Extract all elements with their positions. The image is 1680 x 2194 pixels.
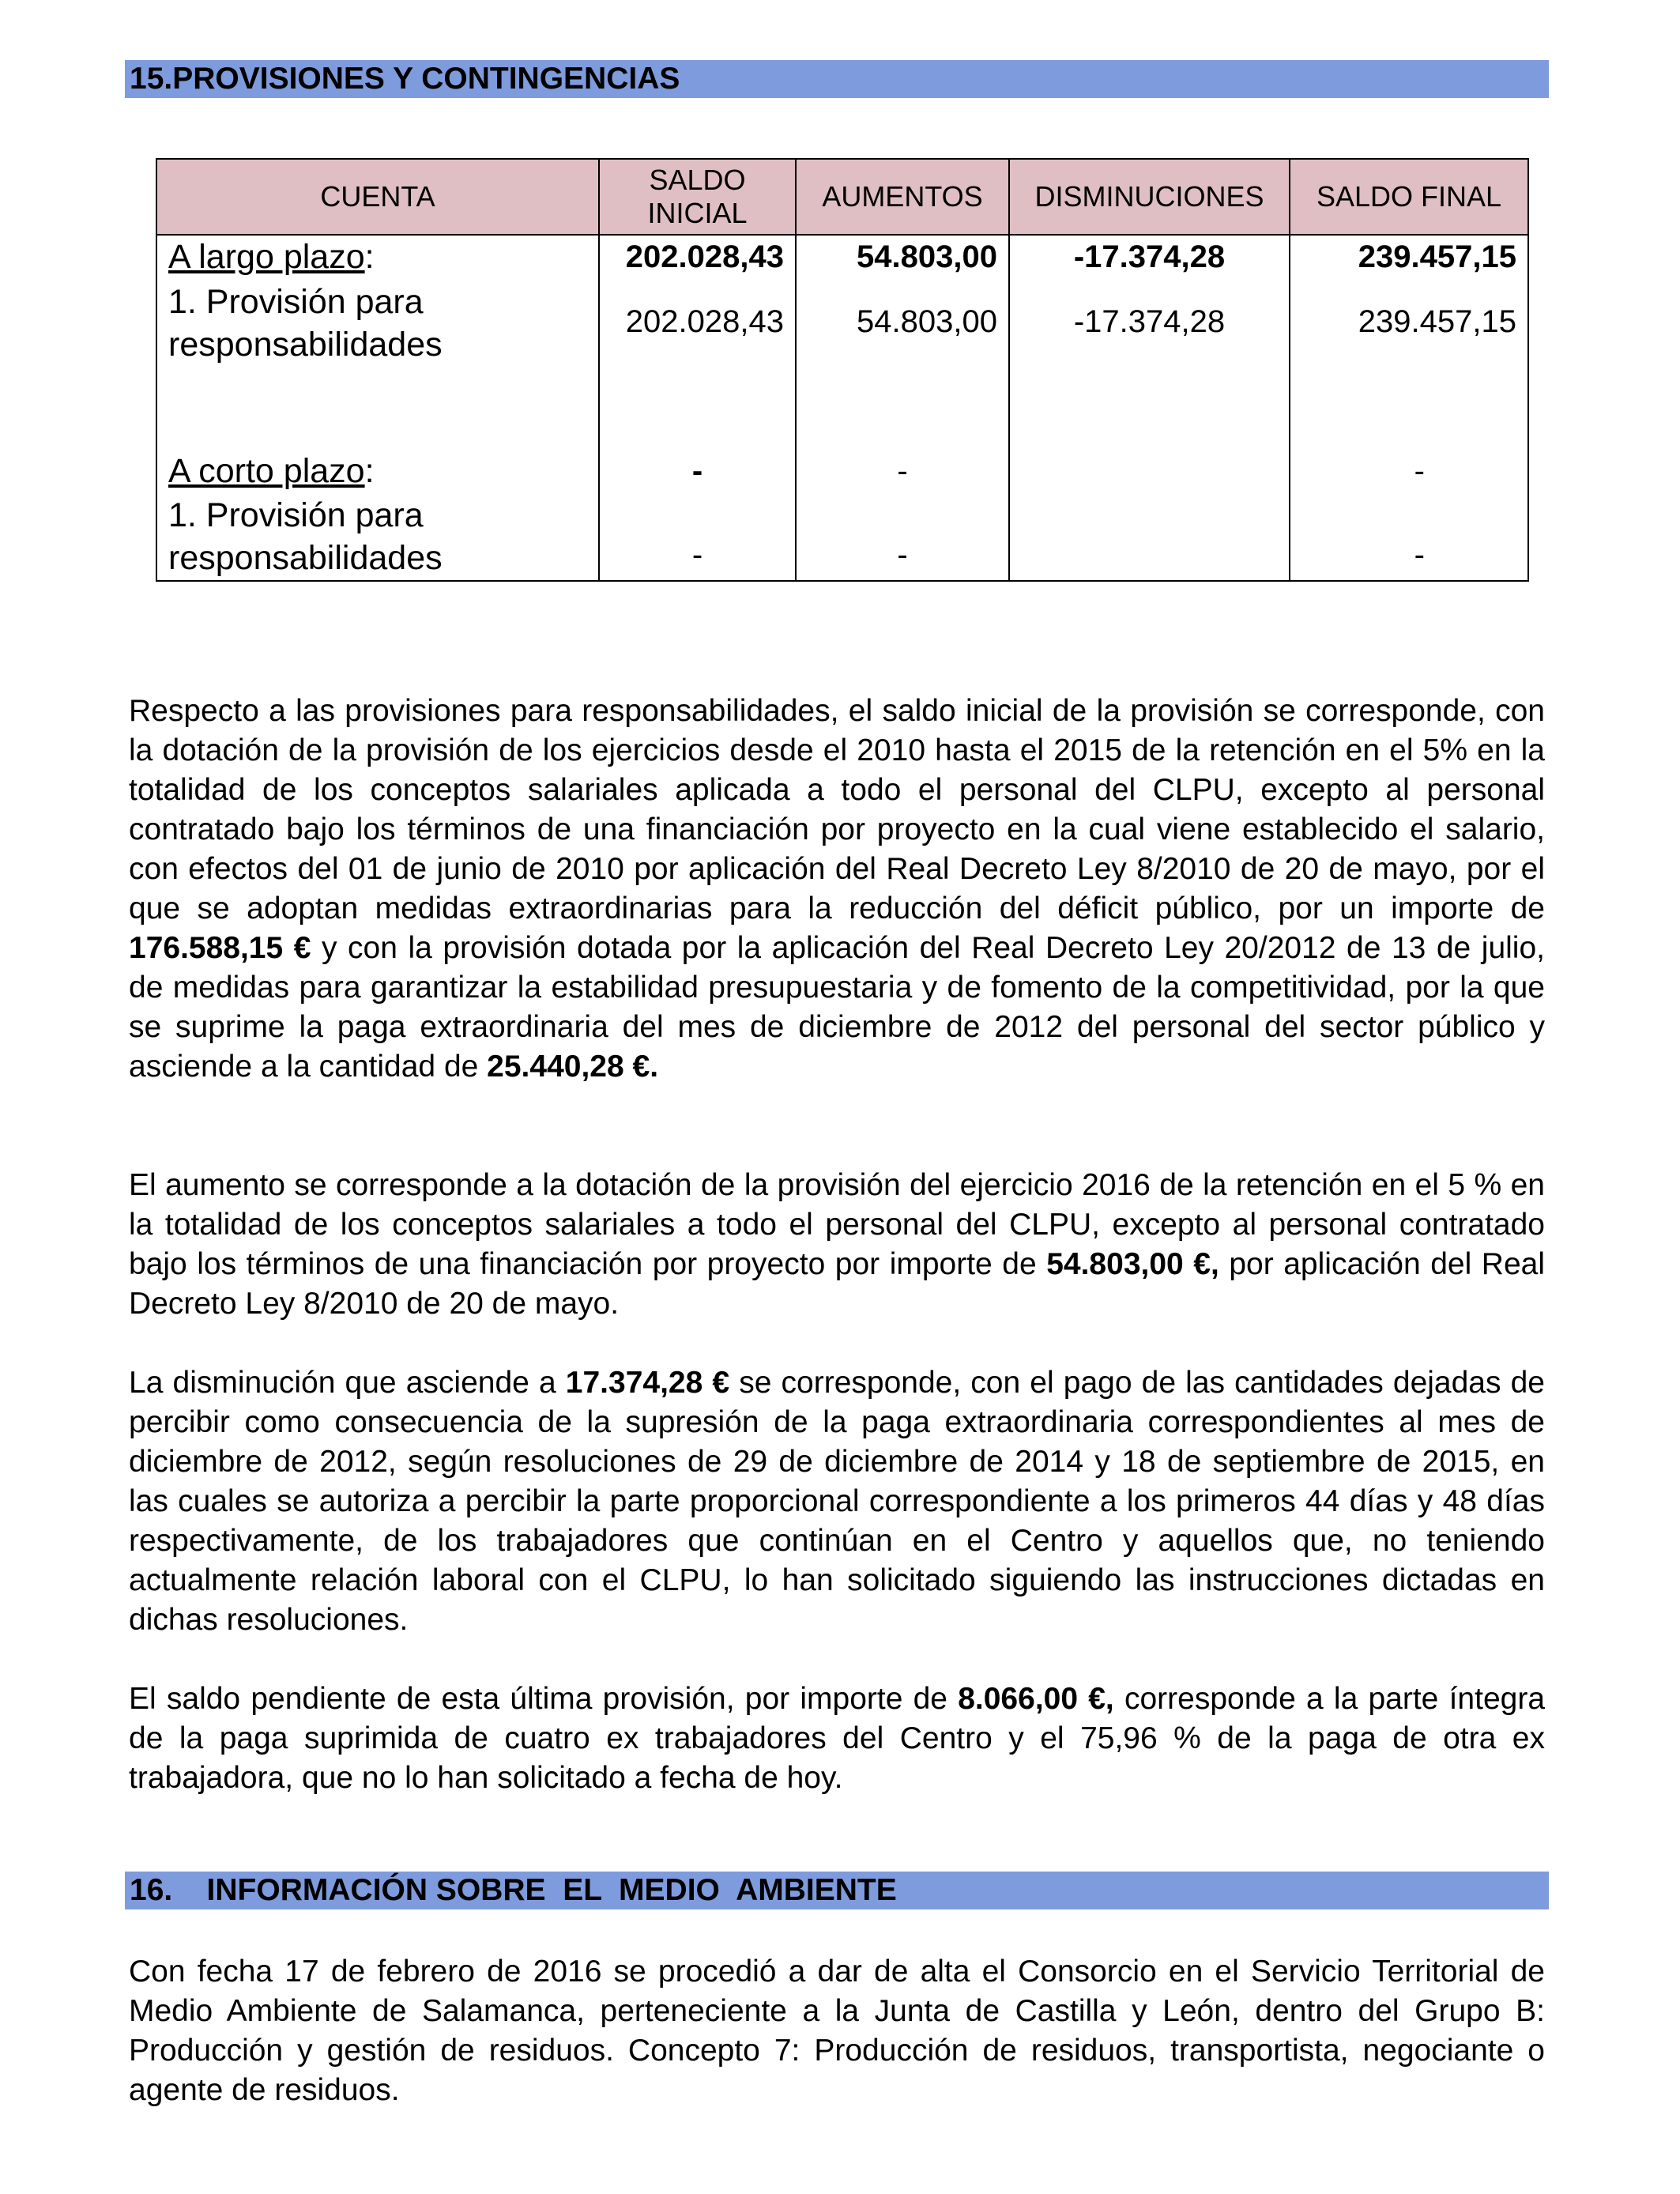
header-saldo-final: SALDO FINAL (1290, 159, 1528, 235)
provisions-table (156, 158, 1529, 582)
p3-text-c: se corresponde, con el pago de las cantidades dejadas de percibir como consecuencia de la supresión de la paga extraordinaria correspondientes al mes de diciembre de 2012, según resoluciones de 29 de diciembre de 2014 y 18 de septiembre de 2015, en las cuales se autoriza a percibir la parte proporcional correspondiente a los primeros 44 días y 48 días respectivamente, de los trabajadores que continúan en el Centro y aquellos que, no teniendo actualmente relación laboral con el CLPU, lo han solicitado siguiendo las instrucciones dictadas en dichas resoluciones. (129, 1366, 1545, 1637)
paragraph-medio-ambiente: Con fecha 17 de febrero de 2016 se procedió a dar de alta el Consorcio en el Servicio Territorial de Medio Ambiente de Salamanca, perteneciente a la Junta de Castilla y León, dentro del Grupo B: Producción y gestión de residuos. Concepto 7: Producción de residuos, transportista, negociante o agente de residuos. (129, 1955, 1545, 2107)
cell-largo-item-saldo-inicial (599, 279, 796, 450)
p1-amount-25440: 25.440,28 €. (487, 1050, 659, 1084)
cell-corto-item-disminuciones (1009, 494, 1290, 581)
corto-item-saldo-inicial-value: - (691, 537, 703, 572)
largo-item-aumentos-value: 54.803,00 (857, 304, 997, 339)
largo-item-label-line1: 1. Provisión para (168, 283, 424, 321)
cell-largo-saldo-final: 239.457,15 (1290, 235, 1528, 279)
cell-largo-saldo-inicial: 202.028,43 (599, 235, 796, 279)
p2-text-a: El aumento se corresponde a la dotación de la provisión del ejercicio 2016 de la retención en el 5 % en la totalidad de los conceptos salariales a todo el personal del CLPU, excepto al personal contratado bajo los términos de una financiación por proyecto por importe de (129, 1168, 1545, 1281)
largo-item-disminuciones-value: -17.374,28 (1073, 304, 1226, 339)
header-cuenta: CUENTA (156, 159, 599, 235)
corto-plazo-label: A corto plazo (168, 452, 365, 490)
header-saldo-inicial-line2: INICIAL (647, 197, 748, 229)
corto-item-label-line2: responsabilidades (168, 539, 443, 577)
p1-text-a: Respecto a las provisiones para responsabilidades, el saldo inicial de la provisión se corresponde, con la dotación de la provisión de los ejercicios desde el 2010 hasta el 2015 de la retención en el 5% en la totalidad de los conceptos salariales aplicada a todo el personal del CLPU, excepto al personal contratado bajo los términos de una financiación por proyecto en la cual viene establecido el salario, con efectos del 01 de junio de 2010 por aplicación del Real Decreto Ley 8/2010 de 20 de mayo, por el que se adoptan medidas extraordinarias para la reducción del déficit público, por un importe de (129, 694, 1545, 925)
cell-largo-disminuciones: -17.374,28 (1009, 235, 1290, 279)
paragraph-disminucion (129, 1363, 1545, 1640)
section-15-header: 15.PROVISIONES Y CONTINGENCIAS (125, 60, 1549, 98)
paragraph-saldo-pendiente (129, 1679, 1545, 1798)
p4-amount-8066: 8.066,00 €, (958, 1682, 1114, 1716)
cell-corto-item-aumentos (796, 494, 1009, 581)
p4-text-a: El saldo pendiente de esta última provisión, por importe de (129, 1682, 959, 1716)
cell-largo-item-aumentos (796, 279, 1009, 450)
corto-item-aumentos-value: - (897, 537, 908, 572)
corto-plazo-colon: : (364, 452, 375, 490)
p2-text-c: por aplicación del Real Decreto Ley 8/2010 de 20 de mayo. (129, 1247, 1546, 1321)
p2-amount-54803: 54.803,00 €, (1046, 1247, 1219, 1281)
table-row-corto-provision (156, 494, 1528, 581)
header-saldo-inicial-line1: SALDO (649, 164, 746, 196)
cell-corto-label (156, 450, 599, 494)
cell-corto-item-label (156, 494, 599, 581)
cell-corto-aumentos: - (796, 450, 1009, 494)
largo-item-saldo-final-value: 239.457,15 (1358, 304, 1516, 339)
cell-largo-item-disminuciones (1009, 279, 1290, 450)
table-row-corto-plazo (156, 450, 1528, 494)
p1-text-c: y con la provisión dotada por la aplicación del Real Decreto Ley 20/2012 de 13 de julio, de medidas para garantizar la estabilidad presupuestaria y de fomento de la competitividad, por la que se suprime la paga extraordinaria del mes de diciembre de 2012 del personal del sector público y asciende a la cantidad de (129, 931, 1546, 1084)
table-header-row (156, 159, 1528, 235)
p1-amount-176588: 176.588,15 € (129, 931, 311, 965)
cell-largo-item-saldo-final (1290, 279, 1528, 450)
largo-plazo-label: A largo plazo (168, 238, 365, 276)
cell-corto-saldo-inicial: - (599, 450, 796, 494)
p4-text-c: corresponde a la parte íntegra de la paga suprimida de cuatro ex trabajadores del Centro y el 75,96 % de la paga de otra ex trabajadora, que no lo han solicitado a fecha de hoy. (129, 1682, 1546, 1795)
cell-largo-aumentos: 54.803,00 (796, 235, 1009, 279)
header-saldo-inicial (599, 159, 796, 235)
largo-item-label-line2: responsabilidades (168, 326, 443, 364)
p3-amount-17374: 17.374,28 € (565, 1366, 730, 1400)
header-aumentos: AUMENTOS (796, 159, 1009, 235)
cell-corto-disminuciones (1009, 450, 1290, 494)
header-disminuciones: DISMINUCIONES (1009, 159, 1290, 235)
largo-plazo-colon: : (364, 238, 375, 276)
section-16-header: 16. INFORMACIÓN SOBRE EL MEDIO AMBIENTE (125, 1872, 1549, 1909)
cell-largo-item-label (156, 279, 599, 450)
corto-item-label-line1: 1. Provisión para (168, 496, 424, 534)
largo-item-saldo-inicial-value: 202.028,43 (625, 304, 784, 339)
cell-largo-label (156, 235, 599, 279)
corto-item-saldo-final-value: - (1414, 537, 1425, 572)
table-row-largo-provision (156, 279, 1528, 450)
paragraph-provisiones (129, 692, 1545, 1087)
paragraph-aumento (129, 1166, 1545, 1324)
cell-corto-item-saldo-inicial (599, 494, 796, 581)
cell-corto-saldo-final: - (1290, 450, 1528, 494)
table-row-largo-plazo (156, 235, 1528, 279)
p3-text-a: La disminución que asciende a (129, 1366, 566, 1400)
cell-corto-item-saldo-final (1290, 494, 1528, 581)
